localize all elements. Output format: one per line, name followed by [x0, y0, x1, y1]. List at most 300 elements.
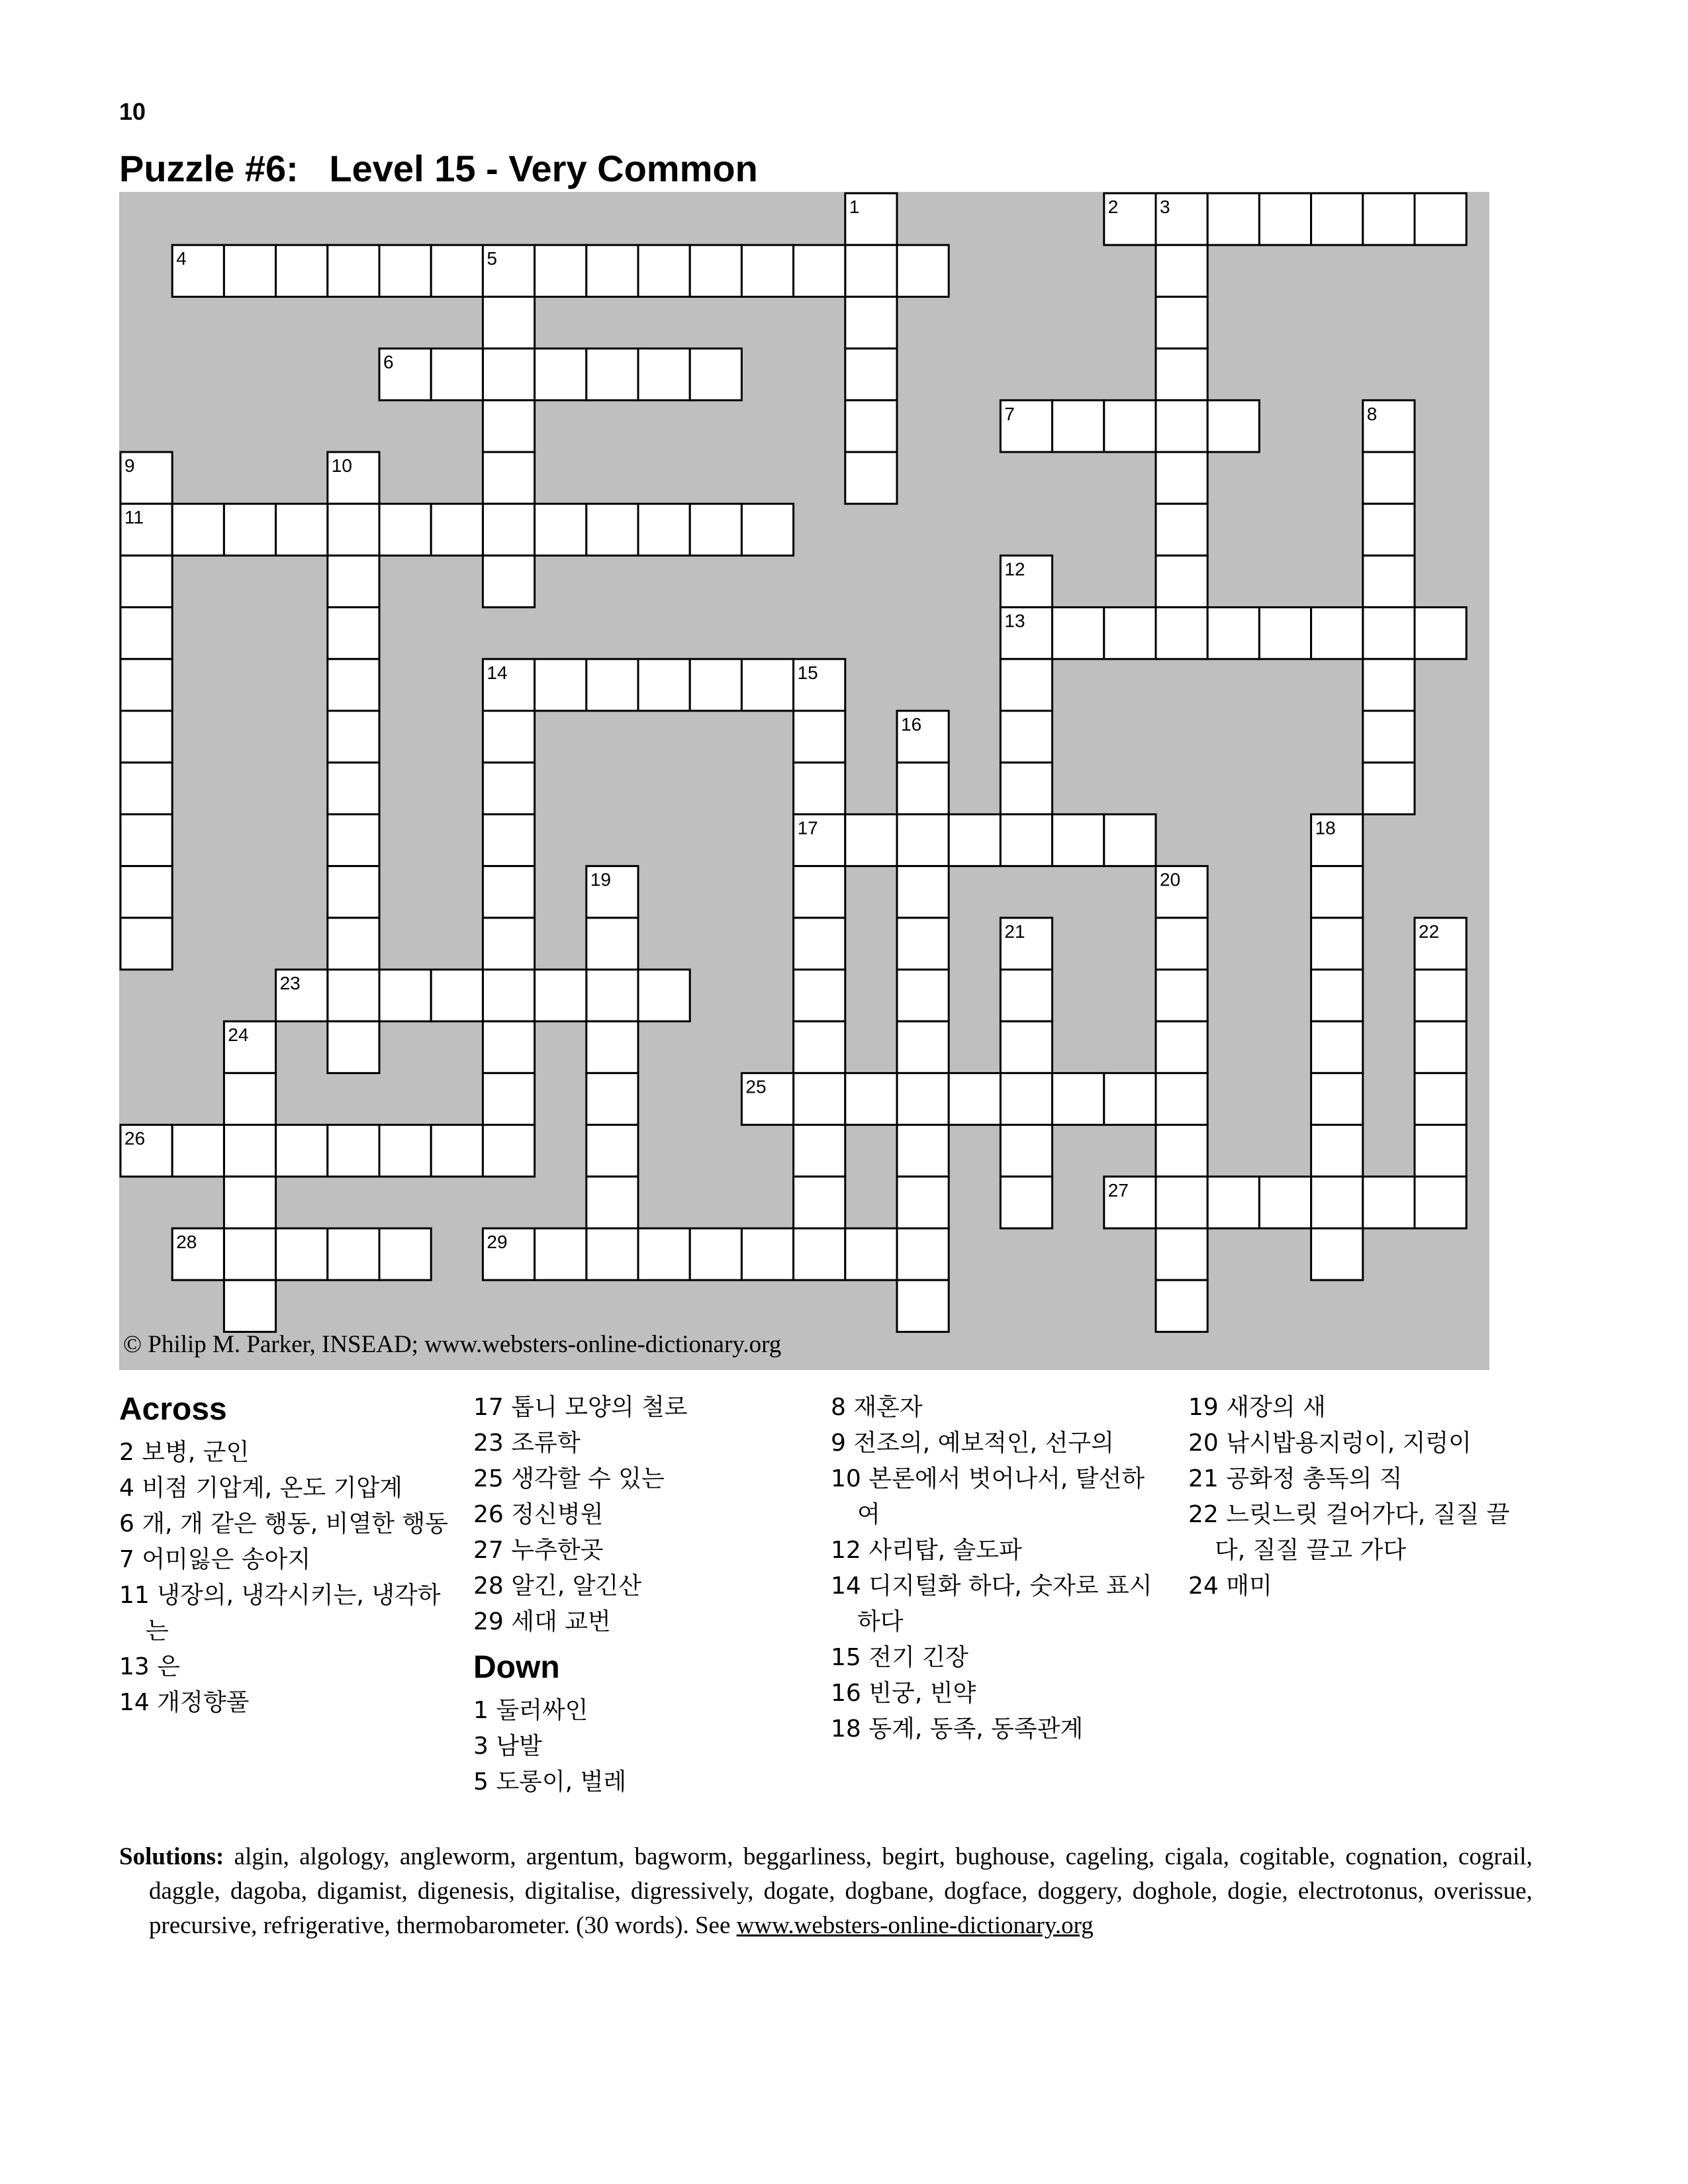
across-clue — [473, 1426, 804, 1461]
grid-cell[interactable] — [535, 349, 586, 400]
grid-cell[interactable] — [586, 659, 638, 711]
grid-cell[interactable] — [794, 711, 845, 762]
clue-number: 14 — [119, 1689, 150, 1716]
clue-number: 16 — [901, 714, 922, 735]
grid-cell[interactable] — [586, 1228, 638, 1280]
grid-cell[interactable] — [586, 1177, 638, 1228]
grid-cell[interactable] — [483, 918, 534, 970]
clues-column-2 — [473, 1390, 804, 1800]
grid-cell[interactable] — [483, 814, 534, 866]
grid-cell[interactable] — [172, 1125, 224, 1177]
clue-number: 19 — [590, 869, 611, 890]
grid-cell[interactable] — [1053, 400, 1104, 452]
grid-cell[interactable] — [1311, 1125, 1363, 1177]
grid-cell[interactable] — [690, 1228, 741, 1280]
grid-cell[interactable] — [1311, 1228, 1363, 1280]
grid-cell[interactable] — [1156, 1280, 1207, 1332]
grid-cell[interactable] — [586, 918, 638, 970]
grid-cell[interactable] — [1311, 1073, 1363, 1124]
grid-cell[interactable] — [741, 245, 793, 296]
across-clue — [473, 1390, 804, 1426]
grid-cell[interactable] — [794, 1021, 845, 1073]
clue-text: 도롱이, 벌레 — [496, 1768, 627, 1796]
grid-cell[interactable] — [1000, 1073, 1052, 1124]
grid-cell[interactable] — [328, 918, 379, 970]
grid-cell[interactable] — [897, 1021, 949, 1073]
clue-number: 24 — [1188, 1572, 1219, 1600]
grid-cell[interactable] — [1104, 1073, 1156, 1124]
grid-cell[interactable] — [741, 504, 793, 555]
down-clue — [831, 1426, 1162, 1461]
clue-number: 9 — [831, 1430, 846, 1457]
grid-cell[interactable] — [1415, 608, 1466, 659]
grid-cell[interactable] — [224, 245, 275, 296]
grid-cell[interactable] — [897, 1177, 949, 1228]
grid-cell[interactable] — [1053, 608, 1104, 659]
grid-cell[interactable] — [535, 504, 586, 555]
grid-cell[interactable] — [328, 504, 379, 555]
grid-cell[interactable] — [379, 504, 431, 555]
grid-cell[interactable] — [535, 970, 586, 1021]
grid-cell[interactable] — [586, 349, 638, 400]
grid-cell[interactable] — [586, 245, 638, 296]
grid-cell[interactable] — [431, 245, 483, 296]
clue-number: 26 — [473, 1501, 504, 1528]
clue-number: 15 — [831, 1644, 861, 1671]
grid-cell[interactable] — [379, 1228, 431, 1280]
grid-cell[interactable] — [483, 1021, 534, 1073]
clue-number: 5 — [473, 1768, 489, 1796]
clue-number: 27 — [1107, 1179, 1129, 1201]
grid-cell[interactable] — [1363, 504, 1415, 555]
clue-number: 28 — [176, 1232, 197, 1252]
down-clue — [831, 1461, 1162, 1533]
grid-cell[interactable] — [379, 970, 431, 1021]
grid-cell[interactable] — [586, 504, 638, 555]
grid-cell[interactable] — [1156, 245, 1207, 296]
grid-cell[interactable] — [328, 555, 379, 607]
grid-cell[interactable] — [483, 452, 534, 504]
grid-cell[interactable] — [638, 349, 690, 400]
clue-text: 사리탑, 솔도파 — [868, 1537, 1022, 1564]
clue-text: 빈궁, 빈약 — [868, 1680, 976, 1707]
grid-cell[interactable] — [328, 814, 379, 866]
across-clue — [473, 1497, 804, 1533]
down-clue — [1188, 1426, 1519, 1461]
grid-cell[interactable] — [535, 245, 586, 296]
clue-text: 비점 기압계, 온도 기압계 — [142, 1475, 402, 1502]
grid-cell[interactable] — [1000, 1177, 1052, 1228]
grid-cell[interactable] — [586, 970, 638, 1021]
grid-cell[interactable] — [845, 296, 897, 348]
clue-text: 정신병원 — [511, 1501, 604, 1528]
grid-cell[interactable] — [483, 762, 534, 814]
clue-number: 20 — [1188, 1430, 1219, 1457]
grid-cell[interactable] — [1415, 1021, 1466, 1073]
grid-cell[interactable] — [1156, 400, 1207, 452]
grid-cell[interactable] — [897, 814, 949, 866]
grid-cell[interactable] — [328, 762, 379, 814]
clue-text: 동계, 동족, 동족관계 — [868, 1715, 1084, 1743]
grid-cell[interactable] — [276, 1228, 328, 1280]
clue-text: 매미 — [1226, 1572, 1272, 1600]
grid-cell[interactable] — [1363, 711, 1415, 762]
grid-cell[interactable] — [483, 349, 534, 400]
grid-cell[interactable] — [483, 296, 534, 348]
grid-cell[interactable] — [224, 1125, 275, 1177]
grid-cell[interactable] — [328, 659, 379, 711]
clue-number: 17 — [473, 1394, 504, 1421]
down-clue — [1188, 1390, 1519, 1426]
grid-cell[interactable] — [741, 659, 793, 711]
grid-cell[interactable] — [586, 1073, 638, 1124]
across-clue — [119, 1471, 450, 1506]
grid-cell[interactable] — [1363, 555, 1415, 607]
clue-text: 둘러싸인 — [496, 1697, 588, 1724]
grid-cell[interactable] — [483, 866, 534, 918]
grid-cell[interactable] — [1000, 814, 1052, 866]
grid-cell[interactable] — [1363, 608, 1415, 659]
grid-cell[interactable] — [1311, 970, 1363, 1021]
grid-cell[interactable] — [794, 918, 845, 970]
grid-cell[interactable] — [690, 504, 741, 555]
grid-cell[interactable] — [794, 245, 845, 296]
grid-cell[interactable] — [897, 970, 949, 1021]
clue-text: 남발 — [496, 1733, 542, 1760]
grid-cell[interactable] — [845, 1228, 897, 1280]
down-clue — [473, 1729, 804, 1764]
clue-text: 냉장의, 냉각시키는, 냉각하는 — [146, 1582, 441, 1645]
grid-cell[interactable] — [1415, 1177, 1466, 1228]
grid-cell[interactable] — [794, 1228, 845, 1280]
grid-cell[interactable] — [897, 866, 949, 918]
clue-text: 어미잃은 송아지 — [142, 1546, 311, 1573]
grid-cell[interactable] — [224, 504, 275, 555]
grid-cell[interactable] — [1207, 608, 1259, 659]
grid-cell[interactable] — [586, 1021, 638, 1073]
grid-cell[interactable] — [224, 1280, 275, 1332]
grid-cell[interactable] — [1000, 970, 1052, 1021]
clue-number: 2 — [119, 1439, 134, 1466]
clue-text: 개정향풀 — [157, 1689, 250, 1716]
grid-cell[interactable] — [328, 711, 379, 762]
solutions-label: Solutions: — [119, 1843, 224, 1870]
grid-cell[interactable] — [1207, 1177, 1259, 1228]
down-clue — [831, 1640, 1162, 1676]
clue-number: 23 — [473, 1430, 504, 1457]
clue-number: 13 — [119, 1653, 150, 1680]
clue-number: 29 — [473, 1608, 504, 1635]
grid-cell[interactable] — [638, 659, 690, 711]
grid-cell[interactable] — [845, 400, 897, 452]
grid-cell[interactable] — [1415, 970, 1466, 1021]
grid-cell[interactable] — [1311, 866, 1363, 918]
grid-cell[interactable] — [794, 1177, 845, 1228]
grid-cell[interactable] — [120, 918, 172, 970]
clue-text: 디지털화 하다, 숫자로 표시하다 — [857, 1572, 1152, 1635]
across-clue — [119, 1435, 450, 1471]
grid-cell[interactable] — [1156, 349, 1207, 400]
solutions-text: algin, algology, angleworm, argentum, bagworm, beggarliness, begirt, bughouse, cageling, cigala, cogitable, cognation, cograil, daggle, dagoba, digamist, digenesis, digitalise, digressively, dogate, dogbane, dogface, doggery, doghole, dogie, electrotonus, overissue, precursive, refrigerative, thermobarometer. (30 words). See — [149, 1843, 1532, 1939]
grid-cell[interactable] — [586, 1125, 638, 1177]
across-clue — [119, 1542, 450, 1578]
grid-cell[interactable] — [1363, 1177, 1415, 1228]
grid-cell[interactable] — [328, 245, 379, 296]
grid-cell[interactable] — [120, 555, 172, 607]
grid-cell[interactable] — [1363, 762, 1415, 814]
grid-cell[interactable] — [1000, 1125, 1052, 1177]
clue-text: 낚시밥용지렁이, 지렁이 — [1226, 1430, 1472, 1457]
down-clue — [1188, 1497, 1519, 1569]
clue-text: 새장의 새 — [1226, 1394, 1326, 1421]
grid-cell[interactable] — [483, 1125, 534, 1177]
grid-cell[interactable] — [897, 1125, 949, 1177]
clue-number: 5 — [487, 248, 497, 269]
grid-cell[interactable] — [1363, 452, 1415, 504]
clue-number: 24 — [228, 1024, 249, 1046]
grid-cell[interactable] — [224, 1073, 275, 1124]
clue-number: 6 — [383, 351, 394, 373]
grid-cell[interactable] — [845, 349, 897, 400]
grid-cell[interactable] — [1156, 1177, 1207, 1228]
grid-cell[interactable] — [1156, 970, 1207, 1021]
grid-cell[interactable] — [483, 400, 534, 452]
grid-cell[interactable] — [120, 608, 172, 659]
grid-cell[interactable] — [638, 1228, 690, 1280]
clue-number: 4 — [176, 248, 187, 269]
grid-cell[interactable] — [1311, 608, 1363, 659]
grid-cell[interactable] — [328, 1125, 379, 1177]
grid-cell[interactable] — [897, 1280, 949, 1332]
grid-cell[interactable] — [328, 970, 379, 1021]
grid-cell[interactable] — [897, 762, 949, 814]
grid-cell[interactable] — [483, 504, 534, 555]
down-heading: Down — [473, 1650, 560, 1685]
grid-cell[interactable] — [845, 452, 897, 504]
clue-number: 8 — [1366, 403, 1378, 424]
clue-number: 3 — [473, 1733, 489, 1760]
clue-number: 29 — [487, 1232, 508, 1252]
grid-cell[interactable] — [845, 245, 897, 296]
clue-text: 은 — [157, 1653, 181, 1680]
down-clue — [831, 1533, 1162, 1569]
clue-number: 8 — [831, 1394, 846, 1421]
clue-number: 14 — [831, 1572, 861, 1600]
clue-number: 19 — [1188, 1394, 1219, 1421]
grid-cell[interactable] — [690, 349, 741, 400]
grid-cell[interactable] — [431, 1125, 483, 1177]
down-clue — [473, 1764, 804, 1800]
grid-cell[interactable] — [1053, 814, 1104, 866]
grid-cell[interactable] — [1156, 1125, 1207, 1177]
clue-number: 21 — [1188, 1465, 1219, 1492]
clue-text: 조류학 — [511, 1430, 581, 1457]
grid-cell[interactable] — [120, 711, 172, 762]
grid-cell[interactable] — [1156, 555, 1207, 607]
grid-cell[interactable] — [897, 1228, 949, 1280]
grid-cell[interactable] — [1104, 608, 1156, 659]
grid-cell[interactable] — [1156, 452, 1207, 504]
clue-number: 12 — [1004, 559, 1025, 580]
grid-cell[interactable] — [1415, 1125, 1466, 1177]
grid-cell[interactable] — [638, 504, 690, 555]
grid-cell[interactable] — [1207, 400, 1259, 452]
grid-cell[interactable] — [897, 245, 949, 296]
across-clue — [119, 1578, 450, 1649]
grid-cell[interactable] — [1311, 1177, 1363, 1228]
grid-cell[interactable] — [1259, 608, 1311, 659]
grid-cell[interactable] — [328, 608, 379, 659]
down-clue — [1188, 1569, 1519, 1604]
grid-cell[interactable] — [1259, 193, 1311, 245]
clue-number: 3 — [1160, 197, 1170, 217]
clue-number: 27 — [473, 1537, 504, 1564]
across-clue — [473, 1533, 804, 1569]
grid-cell[interactable] — [794, 762, 845, 814]
grid-cell[interactable] — [1000, 1021, 1052, 1073]
grid-cell[interactable] — [483, 711, 534, 762]
across-clue — [473, 1604, 804, 1640]
grid-cell[interactable] — [845, 1073, 897, 1124]
clue-text: 알긴, 알긴산 — [511, 1572, 642, 1600]
clue-number: 16 — [831, 1680, 861, 1707]
grid-cell[interactable] — [1156, 296, 1207, 348]
grid-cell[interactable] — [276, 504, 328, 555]
grid-cell[interactable] — [224, 1228, 275, 1280]
grid-cell[interactable] — [1363, 659, 1415, 711]
grid-cell[interactable] — [431, 970, 483, 1021]
grid-cell[interactable] — [483, 970, 534, 1021]
grid-cell[interactable] — [431, 504, 483, 555]
clue-text: 전조의, 예보적인, 선구의 — [853, 1430, 1114, 1457]
across-column-1 — [119, 1390, 450, 1721]
grid-cell[interactable] — [379, 245, 431, 296]
clue-text: 공화정 총독의 직 — [1226, 1465, 1403, 1492]
grid-cell[interactable] — [120, 659, 172, 711]
grid-cell[interactable] — [949, 814, 1000, 866]
grid-cell[interactable] — [1259, 1177, 1311, 1228]
grid-cell[interactable] — [328, 1228, 379, 1280]
grid-cell[interactable] — [1000, 659, 1052, 711]
clue-number: 23 — [279, 973, 301, 993]
grid-cell[interactable] — [120, 866, 172, 918]
clue-text: 본론에서 벗어나서, 탈선하여 — [857, 1465, 1145, 1528]
grid-cell[interactable] — [949, 1073, 1000, 1124]
grid-cell[interactable] — [794, 970, 845, 1021]
clue-number: 1 — [849, 197, 860, 217]
crossword-grid — [119, 192, 1489, 1370]
clue-number: 6 — [119, 1510, 134, 1537]
grid-cell[interactable] — [535, 1228, 586, 1280]
down-clue — [831, 1711, 1162, 1747]
grid-cell[interactable] — [690, 659, 741, 711]
clue-text: 생각할 수 있는 — [511, 1465, 665, 1492]
grid-cell[interactable] — [224, 1177, 275, 1228]
clue-number: 18 — [1315, 817, 1336, 839]
clue-number: 9 — [124, 455, 135, 476]
grid-cell[interactable] — [794, 1125, 845, 1177]
clue-text: 누추한곳 — [511, 1537, 604, 1564]
grid-cell[interactable] — [483, 1073, 534, 1124]
grid-cell[interactable] — [1156, 1228, 1207, 1280]
across-heading: Across — [119, 1392, 227, 1427]
clue-number: 1 — [473, 1697, 489, 1724]
copyright-notice: © Philip M. Parker, INSEAD; www.websters-online-dictionary.org — [123, 1331, 782, 1358]
grid-cell[interactable] — [379, 1125, 431, 1177]
grid-cell[interactable] — [1104, 400, 1156, 452]
grid-cell[interactable] — [1415, 1073, 1466, 1124]
grid-cell[interactable] — [1000, 711, 1052, 762]
grid-cell[interactable] — [1156, 1073, 1207, 1124]
grid-cell[interactable] — [638, 970, 690, 1021]
grid-cell[interactable] — [328, 1021, 379, 1073]
grid-cell[interactable] — [120, 762, 172, 814]
crossword-grid-svg — [119, 192, 1489, 1370]
grid-cell[interactable] — [690, 245, 741, 296]
grid-cell[interactable] — [897, 918, 949, 970]
grid-cell[interactable] — [1415, 193, 1466, 245]
grid-cell[interactable] — [120, 814, 172, 866]
grid-cell[interactable] — [483, 555, 534, 607]
clue-number: 25 — [745, 1076, 767, 1097]
grid-cell[interactable] — [1000, 762, 1052, 814]
grid-cell[interactable] — [1311, 193, 1363, 245]
grid-cell[interactable] — [276, 245, 328, 296]
grid-cell[interactable] — [794, 866, 845, 918]
clues-column-3 — [831, 1390, 1162, 1747]
clue-number: 14 — [487, 662, 508, 683]
grid-cell[interactable] — [1363, 193, 1415, 245]
grid-cell[interactable] — [1053, 1073, 1104, 1124]
grid-cell[interactable] — [431, 349, 483, 400]
down-clue — [473, 1693, 804, 1729]
clue-text: 세대 교번 — [511, 1608, 611, 1635]
clue-number: 11 — [119, 1582, 150, 1609]
grid-cell[interactable] — [845, 814, 897, 866]
grid-cell[interactable] — [1104, 814, 1156, 866]
grid-cell[interactable] — [1207, 193, 1259, 245]
grid-cell[interactable] — [535, 659, 586, 711]
across-clue — [473, 1569, 804, 1604]
grid-cell[interactable] — [328, 866, 379, 918]
grid-cell[interactable] — [1311, 918, 1363, 970]
clue-text: 톱니 모양의 철로 — [511, 1394, 688, 1421]
grid-cell[interactable] — [1156, 504, 1207, 555]
grid-cell[interactable] — [1156, 918, 1207, 970]
clue-number: 25 — [473, 1465, 504, 1492]
puzzle-title: Puzzle #6: Level 15 - Very Common — [119, 148, 758, 189]
clue-number: 4 — [119, 1475, 134, 1502]
grid-cell[interactable] — [794, 1073, 845, 1124]
solutions-link[interactable]: www.websters-online-dictionary.org — [736, 1912, 1094, 1939]
grid-cell[interactable] — [1156, 608, 1207, 659]
grid-cell[interactable] — [1311, 1021, 1363, 1073]
clue-number: 13 — [1004, 610, 1025, 631]
grid-cell[interactable] — [897, 1073, 949, 1124]
grid-cell[interactable] — [276, 1125, 328, 1177]
down-clue — [831, 1676, 1162, 1711]
grid-cell[interactable] — [741, 1228, 793, 1280]
clue-text: 개, 개 같은 행동, 비열한 행동 — [142, 1510, 448, 1537]
clue-number: 22 — [1419, 921, 1440, 942]
grid-cell[interactable] — [638, 245, 690, 296]
across-clue — [119, 1506, 450, 1542]
clue-number: 26 — [124, 1128, 146, 1149]
clue-text: 재혼자 — [853, 1394, 923, 1421]
grid-cell[interactable] — [172, 504, 224, 555]
grid-cell[interactable] — [1156, 1021, 1207, 1073]
clue-number: 11 — [124, 507, 144, 528]
